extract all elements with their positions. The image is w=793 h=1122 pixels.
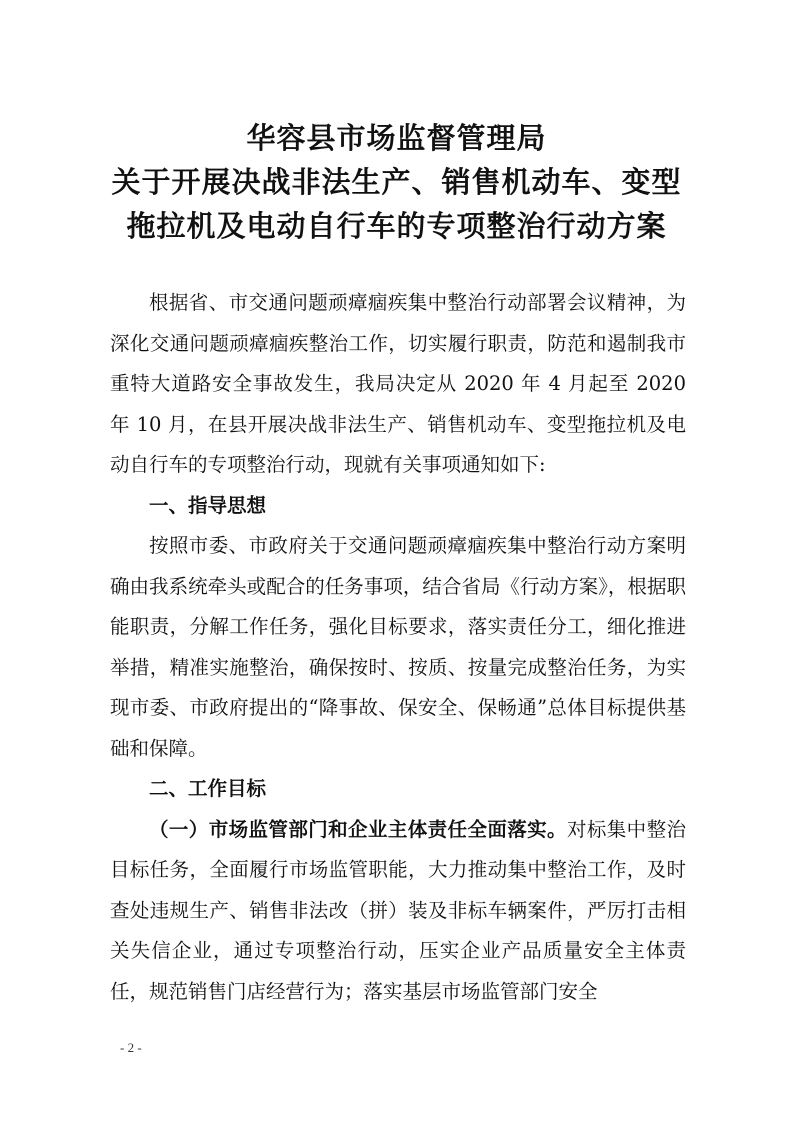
document-body [110, 283, 686, 1012]
title-line-2: 关于开展决战非法生产、销售机动车、变型 [111, 165, 682, 199]
section-heading-work-goals: 二、工作目标 [149, 777, 267, 800]
section-heading-guiding-ideology: 一、指导思想 [149, 493, 267, 517]
page-number: - 2 - [120, 1040, 142, 1055]
intro-paragraph: 根据省、市交通问题顽瘴痼疾集中整治行动部署会议精神，为深化交通问题顽瘴痼疾整治工作，切实履行职责，防范和遏制我市重特大道路安全事故发生，我局决定从 2020 年 4 月起至 2020 年 10 月，在县开展决战非法生产、销售机动车、变型拖拉机及电动自行车的专项整治行动，现就有关事项通知如下: [110, 291, 686, 476]
work-goals-item-1-title: （一）市场监管部门和企业主体责任全面落实。 [149, 817, 567, 841]
work-goals-item-1-paragraph [110, 810, 686, 1013]
document-title [0, 116, 793, 248]
title-line-3: 拖拉机及电动自行车的专项整治行动方案 [126, 209, 667, 243]
guiding-ideology-paragraph: 按照市委、市政府关于交通问题顽瘴痼疾集中整治行动方案明确由我系统牵头或配合的任务事项，结合省局《行动方案》，根据职能职责，分解工作任务，强化目标要求，落实责任分工，细化推进举措，精准实施整治，确保按时、按质、按量完成整治任务，为实现市委、市政府提出的“降事故、保安全、保畅通”总体目标提供基础和保障。 [110, 534, 686, 760]
work-goals-item-1-text: 对标集中整治目标任务，全面履行市场监管职能，大力推动集中整治工作，及时查处违规生产、销售非法改（拼）装及非标车辆案件，严厉打击相关失信企业，通过专项整治行动，压实企业产品质量安全主体责任，规范销售门店经营行为；落实基层市场监管部门安全 [110, 817, 686, 1003]
title-line-1: 华容县市场监督管理局 [246, 121, 547, 155]
